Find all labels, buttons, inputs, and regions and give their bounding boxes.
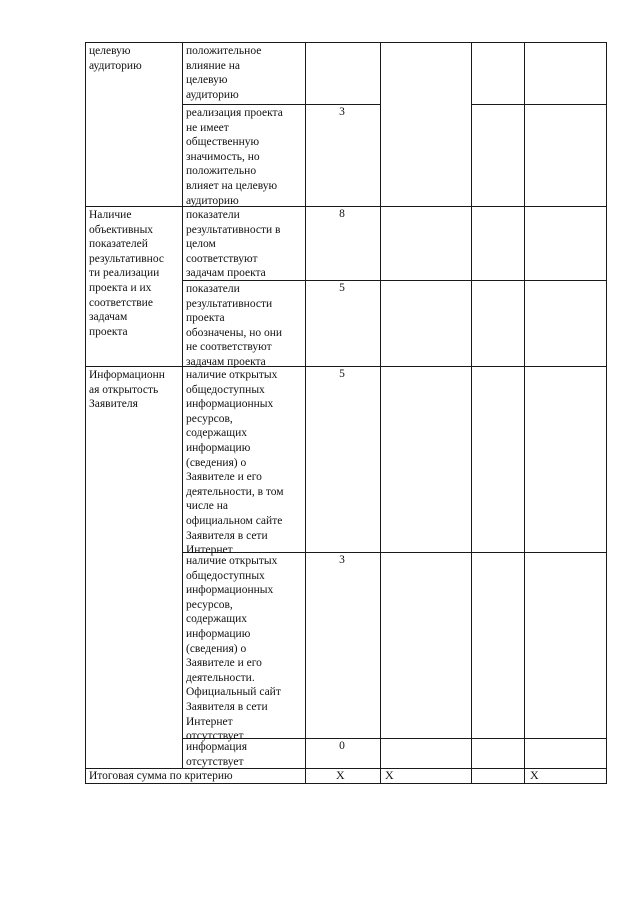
criterion-text: аудиторию: [89, 59, 142, 72]
criterion-text: проекта: [89, 325, 128, 338]
option-text: Интернет: [186, 544, 233, 557]
total-mark: X: [530, 768, 539, 782]
option-text: информацию: [186, 628, 251, 640]
option-text: соответствуют: [186, 252, 258, 265]
option-text: проекта: [186, 312, 225, 325]
column-divider: [524, 42, 525, 783]
option-text: Заявителя в сети: [186, 701, 268, 713]
option-text: (сведения) о: [186, 456, 247, 469]
option-text: информационных: [186, 398, 274, 411]
option-text: информационных: [186, 584, 274, 597]
option-text: официальном сайте: [186, 515, 283, 527]
option-text: ресурсов,: [186, 412, 233, 425]
criterion-text: ая открытость: [89, 383, 159, 396]
option-text: целевую: [186, 74, 228, 87]
option-text: влияние на: [186, 59, 241, 72]
option-text: задачам проекта: [186, 356, 266, 368]
table-left-border: [85, 42, 86, 784]
option-text: отсутствует: [186, 755, 244, 768]
option-text: значимость, но: [186, 150, 260, 163]
option-text: показатели: [186, 209, 240, 221]
criterion-text: ти реализации: [89, 267, 160, 280]
criterion-text: соответствие: [89, 296, 153, 309]
option-text: результативности: [186, 297, 273, 310]
option-text: числе на: [186, 500, 229, 513]
option-text: общественную: [186, 136, 260, 149]
option-text: содержащих: [186, 427, 248, 440]
column-divider: [305, 42, 306, 783]
option-text: информацию: [186, 442, 251, 454]
option-text: целом: [186, 238, 216, 251]
criterion-text: объективных: [89, 223, 154, 236]
option-text: ресурсов,: [186, 598, 233, 611]
column-divider: [182, 42, 183, 768]
option-text: общедоступных: [186, 383, 265, 396]
criterion-text: Заявителя: [89, 398, 138, 411]
option-text: не имеет: [186, 121, 229, 134]
score-value: 0: [339, 740, 345, 752]
option-text: деятельности.: [186, 671, 255, 684]
option-text: положительное: [186, 45, 262, 57]
criterion-text: проекта и их: [89, 282, 152, 294]
option-text: отсутствует: [186, 730, 244, 743]
criterion-text: Информационн: [89, 369, 165, 381]
score-value: 8: [339, 208, 345, 220]
option-text: аудиторию: [186, 88, 239, 101]
option-text: информация: [186, 741, 247, 753]
total-mark: X: [385, 768, 394, 782]
option-text: обозначены, но они: [186, 326, 283, 339]
option-text: Официальный сайт: [186, 686, 281, 699]
option-text: Заявителе и его: [186, 471, 262, 484]
total-label: Итоговая сумма по критерию: [89, 770, 233, 782]
option-text: аудиторию: [186, 194, 239, 207]
criterion-text: Наличие: [89, 209, 132, 221]
criterion-text: целевую: [89, 45, 131, 57]
score-value: 5: [339, 368, 345, 380]
score-value: 3: [339, 554, 345, 566]
option-text: реализация проекта: [186, 107, 283, 119]
score-value: 5: [339, 282, 345, 294]
option-divider: [471, 104, 606, 105]
score-value: 3: [339, 106, 345, 118]
option-text: задачам проекта: [186, 267, 266, 280]
criterion-text: задачам: [89, 311, 128, 324]
table-top-border: [85, 42, 606, 43]
table-right-border: [606, 42, 607, 784]
option-text: Заявителя в сети: [186, 529, 268, 542]
option-text: Заявителе и его: [186, 657, 262, 670]
option-text: деятельности, в том: [186, 485, 284, 498]
option-text: наличие открытых: [186, 555, 278, 567]
option-text: содержащих: [186, 613, 248, 626]
option-text: не соответствуют: [186, 341, 272, 354]
option-text: положительно: [186, 165, 257, 178]
total-mark: X: [336, 768, 345, 782]
option-text: Интернет: [186, 715, 233, 728]
option-text: общедоступных: [186, 569, 265, 582]
option-text: влияет на целевую: [186, 180, 278, 192]
column-divider: [471, 42, 472, 783]
option-text: показатели: [186, 283, 240, 295]
option-text: наличие открытых: [186, 369, 278, 381]
option-text: (сведения) о: [186, 642, 247, 655]
column-divider: [380, 42, 381, 783]
criterion-text: показателей: [89, 238, 148, 251]
criterion-text: результативнос: [89, 252, 164, 265]
option-text: результативности в: [186, 223, 281, 236]
